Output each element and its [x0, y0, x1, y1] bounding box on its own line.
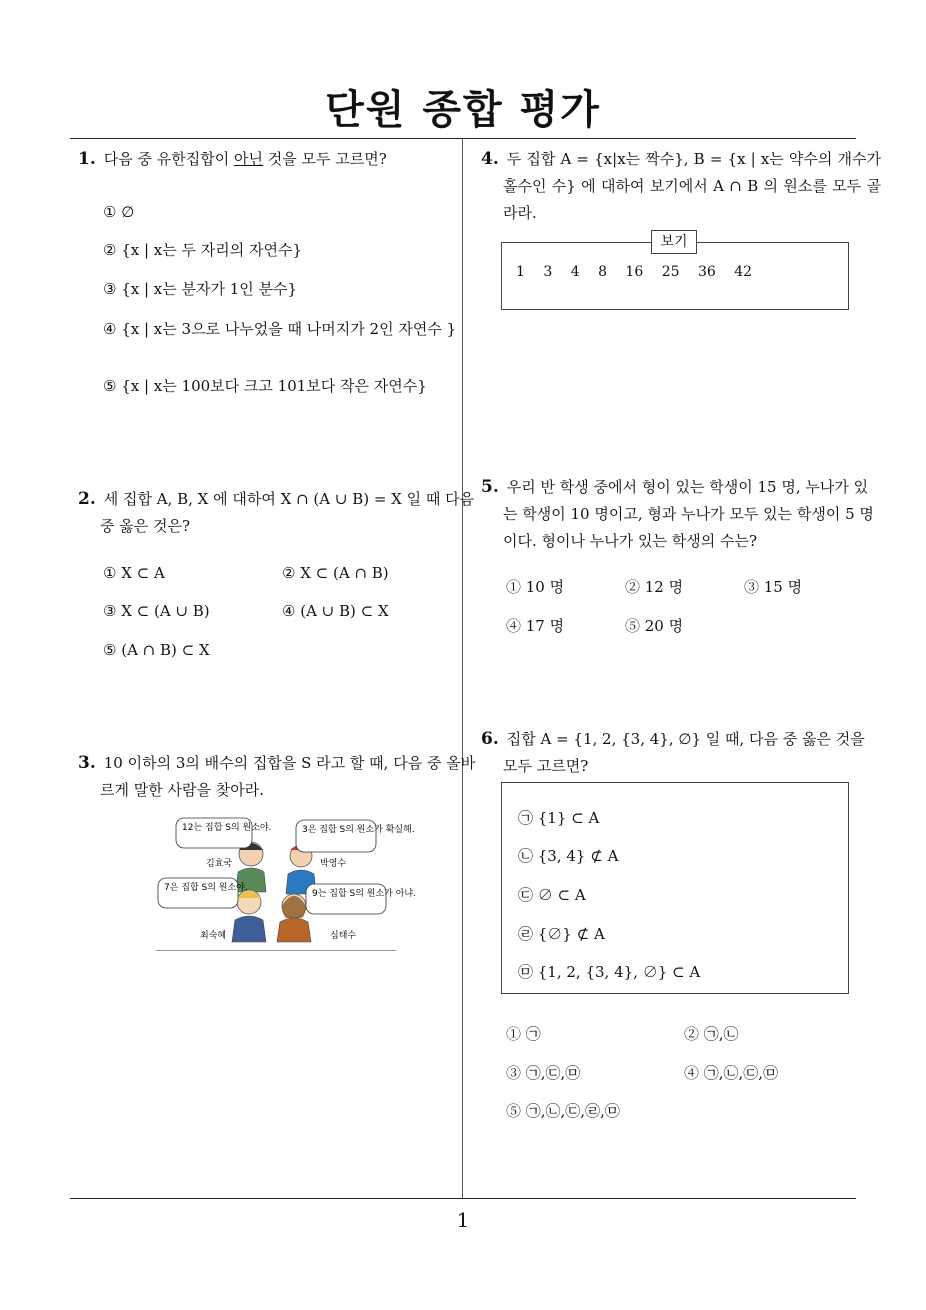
question-number: 6. [481, 729, 499, 749]
bogi-items: 1 3 4 8 16 25 36 42 [516, 264, 753, 280]
question-number: 3. [78, 753, 96, 773]
bubble-2: 3은 집합 S의 원소가 확실해. [302, 825, 415, 835]
q5-option-5[interactable]: ⑤ 20 명 [625, 617, 684, 635]
q1-option-3[interactable]: ③ {x | x는 분자가 1인 분수} [103, 280, 298, 298]
underlined-word: 아닌 [233, 150, 263, 168]
cartoon-figures [156, 814, 416, 950]
statement-3: ㉢ ∅ ⊂ A [518, 886, 586, 904]
statement-5: ㉤ {1, 2, {3, 4}, ∅} ⊂ A [518, 963, 701, 981]
q6-option-3[interactable]: ③ ㉠,㉢,㉤ [506, 1064, 581, 1082]
q6-option-4[interactable]: ④ ㉠,㉡,㉢,㉤ [684, 1064, 779, 1082]
question-text: 우리 반 학생 중에서 형이 있는 학생이 15 명, 누나가 있는 학생이 10 명이고, 형과 누나가 모두 있는 학생이 5 명이다. 형이나 누나가 있는 학생의 수는? [503, 478, 874, 550]
q1-option-5[interactable]: ⑤ {x | x는 100보다 크고 101보다 작은 자연수} [103, 377, 427, 395]
q6-option-5[interactable]: ⑤ ㉠,㉡,㉢,㉣,㉤ [506, 1102, 620, 1120]
page-number: 1 [456, 1208, 470, 1232]
question-text: 집합 A = {1, 2, {3, 4}, ∅} 일 때, 다음 중 옳은 것을 모두 고르면? [503, 730, 865, 775]
q5-option-1[interactable]: ① 10 명 [506, 578, 565, 596]
question-text: 두 집합 A = {x|x는 짝수}, B = {x | x는 약수의 개수가 홀수인 수} 에 대하여 보기에서 A ∩ B 의 원소를 모두 골라라. [503, 150, 881, 222]
question-text-end: 것을 모두 고르면? [262, 150, 387, 168]
cartoon-illustration [156, 814, 416, 951]
q1-option-2[interactable]: ② {x | x는 두 자리의 자연수} [103, 241, 303, 259]
q2-option-5[interactable]: ⑤ (A ∩ B) ⊂ X [103, 641, 210, 659]
name-3: 최숙혜 [200, 931, 227, 941]
page-title: 단원 종합 평가 [325, 87, 601, 133]
q2-option-2[interactable]: ② X ⊂ (A ∩ B) [282, 564, 389, 582]
q2-option-3[interactable]: ③ X ⊂ (A ∪ B) [103, 602, 210, 620]
question-text: 다음 중 유한집합이 [103, 150, 234, 168]
question-text: 10 이하의 3의 배수의 집합을 S 라고 할 때, 다음 중 올바르게 말한 사람을 찾아라. [100, 754, 476, 799]
question-number: 5. [481, 477, 499, 497]
bubble-1: 12는 집합 S의 원소야. [182, 823, 272, 833]
bubble-3: 7은 집합 S의 원소야. [164, 883, 248, 893]
q6-option-2[interactable]: ② ㉠,㉡ [684, 1025, 739, 1043]
name-2: 박영수 [320, 859, 347, 869]
q1-option-4[interactable]: ④ {x | x는 3으로 나누었을 때 나머지가 2인 자연수 } [103, 320, 457, 338]
question-number: 4. [481, 149, 499, 169]
name-4: 심태수 [330, 931, 357, 941]
question-text: 세 집합 A, B, X 에 대하여 X ∩ (A ∪ B) = X 일 때 다음 중 옳은 것은? [100, 490, 475, 535]
q1-option-1[interactable]: ① ∅ [103, 203, 135, 221]
question-5 [481, 474, 881, 555]
statement-1: ㉠ {1} ⊂ A [518, 809, 600, 827]
statement-2: ㉡ {3, 4} ⊄ A [518, 847, 619, 865]
q2-option-4[interactable]: ④ (A ∪ B) ⊂ X [282, 602, 389, 620]
q6-option-1[interactable]: ① ㉠ [506, 1025, 541, 1043]
question-3 [78, 750, 478, 804]
statement-4: ㉣ {∅} ⊄ A [518, 925, 605, 943]
question-6 [481, 726, 881, 780]
q5-option-2[interactable]: ② 12 명 [625, 578, 684, 596]
column-divider [462, 139, 463, 1199]
question-number: 1. [78, 149, 96, 169]
question-number: 2. [78, 489, 96, 509]
bubble-4: 9는 집합 S의 원소가 아냐. [312, 889, 416, 899]
q5-option-4[interactable]: ④ 17 명 [506, 617, 565, 635]
bogi-label: 보기 [651, 230, 697, 254]
top-rule [70, 138, 856, 139]
q5-option-3[interactable]: ③ 15 명 [744, 578, 803, 596]
question-4 [481, 146, 881, 227]
bottom-rule [70, 1198, 856, 1199]
question-2 [78, 486, 478, 540]
q2-option-1[interactable]: ① X ⊂ A [103, 564, 165, 582]
name-1: 김효국 [206, 859, 233, 869]
question-1 [78, 146, 458, 173]
